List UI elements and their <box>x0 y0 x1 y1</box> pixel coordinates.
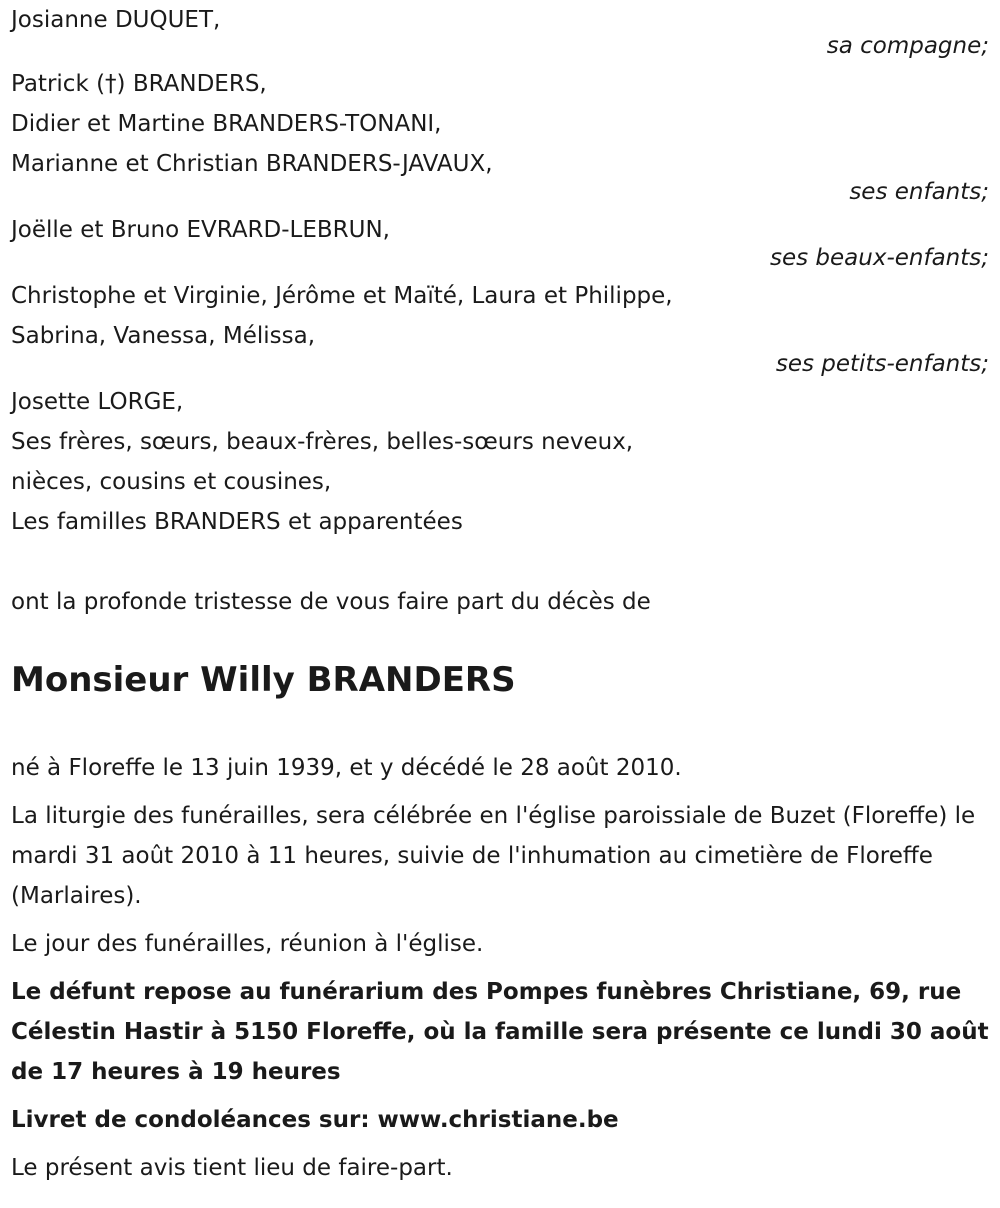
child-name: Marianne et Christian BRANDERS-JAVAUX, <box>11 151 493 177</box>
companion-name: Josianne DUQUET, <box>11 7 221 33</box>
relative-line: Ses frères, sœurs, beaux-frères, belles-sœurs neveux, <box>11 429 634 455</box>
grandchildren-group <box>11 276 989 376</box>
grandchild-names: Sabrina, Vanessa, Mélissa, <box>11 323 316 349</box>
children-role: ses enfants; <box>849 179 989 205</box>
liturgy-text: La liturgie des funérailles, sera célébrée en l'église paroissiale de Buzet (Floreffe) le mardi 31 août 2010 à 11 heures, suivie de l'inhumation au cimetière de Floreffe (Marlaires). <box>11 803 976 909</box>
deceased-name: Monsieur Willy BRANDERS <box>11 660 516 700</box>
obituary-notice <box>11 0 989 1188</box>
grandchild-names: Christophe et Virginie, Jérôme et Maïté, Laura et Philippe, <box>11 283 673 309</box>
notice-text: Le présent avis tient lieu de faire-part. <box>11 1155 453 1181</box>
stepchildren-name: Joëlle et Bruno EVRARD-LEBRUN, <box>11 217 390 243</box>
condolences-text: Livret de condoléances sur: www.christiane.be <box>11 1107 619 1133</box>
grandchildren-role: ses petits-enfants; <box>775 351 989 377</box>
visitation-text: Le défunt repose au funérarium des Pompes funèbres Christiane, 69, rue Célestin Hastir à 5150 Floreffe, où la famille sera présente ce lundi 30 août de 17 heures à 19 heures <box>11 979 989 1085</box>
child-name: Patrick (†) BRANDERS, <box>11 71 267 97</box>
announcement-text: ont la profonde tristesse de vous faire part du décès de <box>11 589 651 615</box>
relative-line: Josette LORGE, <box>11 389 184 415</box>
other-relatives-group <box>11 382 989 542</box>
companion-group <box>11 0 989 58</box>
stepchildren-group <box>11 210 989 270</box>
reunion-text: Le jour des funérailles, réunion à l'église. <box>11 931 484 957</box>
relative-line: nièces, cousins et cousines, <box>11 469 332 495</box>
children-group <box>11 64 989 204</box>
relative-line: Les familles BRANDERS et apparentées <box>11 509 463 535</box>
birth-death-text: né à Floreffe le 13 juin 1939, et y décédé le 28 août 2010. <box>11 755 682 781</box>
child-name: Didier et Martine BRANDERS-TONANI, <box>11 111 442 137</box>
stepchildren-role: ses beaux-enfants; <box>769 245 989 271</box>
companion-role: sa compagne; <box>826 33 989 59</box>
